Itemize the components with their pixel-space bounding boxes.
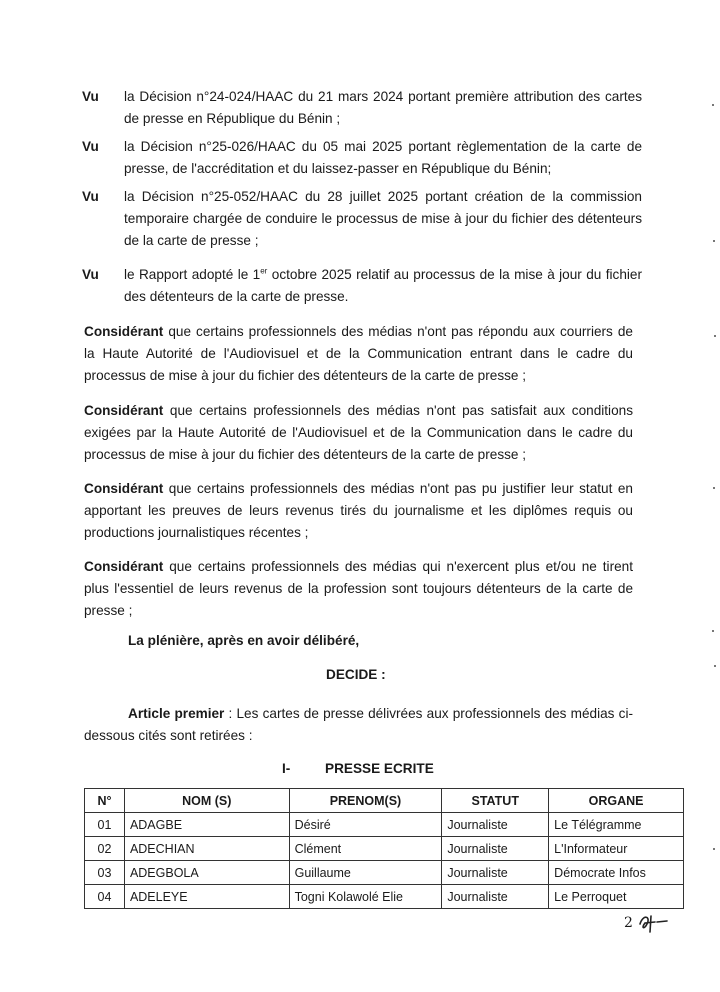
vu-label: Vu (82, 267, 99, 282)
considerant-label: Considérant (84, 403, 164, 418)
page-number (624, 912, 677, 934)
cell-nom: ADECHIAN (124, 837, 289, 861)
cell-prenom: Togni Kolawolé Elie (289, 885, 442, 909)
table-row (85, 813, 684, 837)
considerant-paragraph (84, 321, 633, 387)
scan-speck (714, 665, 716, 667)
table-row (85, 861, 684, 885)
scan-speck (712, 630, 714, 632)
vu-item (82, 136, 642, 180)
header-prenom: PRENOM(S) (289, 789, 442, 813)
header-nom: NOM (S) (124, 789, 289, 813)
page-number-digit: 2 (624, 915, 633, 931)
vu-text: la Décision n°25-026/HAAC du 05 mai 2025 portant règlementation de la carte de presse, de l'accréditation et du laissez-passer en République du Bénin; (124, 139, 642, 176)
vu-text: la Décision n°25-052/HAAC du 28 juillet 2025 portant création de la commission temporaire chargée de conduire le processus de mise à jour du fichier des détenteurs de la carte de presse ; (124, 189, 642, 248)
article-paragraph (84, 703, 633, 747)
vu-label: Vu (82, 139, 99, 154)
considerant-paragraph (84, 556, 633, 622)
decide-heading: DECIDE : (326, 667, 386, 682)
cell-statut: Journaliste (442, 837, 549, 861)
considerant-text: que certains professionnels des médias n'ont pas satisfait aux conditions exigées par la Haute Autorité de l'Audiovisuel et de la Communication dans le cadre du processus de mise à jour du fichier des détenteurs de la carte de presse ; (84, 403, 633, 462)
scan-speck (713, 487, 715, 489)
considerant-label: Considérant (84, 324, 164, 339)
section-number: I- (282, 761, 291, 776)
table-row (85, 885, 684, 909)
vu-text-part: octobre 2025 relatif au processus de la mise à jour du fichier des détenteurs de la carte de presse. (124, 267, 642, 304)
vu-text (124, 264, 642, 308)
cell-organe: Démocrate Infos (549, 861, 684, 885)
header-organe: ORGANE (549, 789, 684, 813)
cell-prenom: Désiré (289, 813, 442, 837)
vu-label: Vu (82, 89, 99, 104)
cell-organe: Le Perroquet (549, 885, 684, 909)
considerant-paragraph (84, 400, 633, 466)
vu-item (82, 264, 642, 308)
cell-statut: Journaliste (442, 861, 549, 885)
handwritten-initials-icon (637, 912, 677, 934)
considerant-paragraph (84, 478, 633, 544)
considerant-text: que certains professionnels des médias n'ont pas répondu aux courriers de la Haute Autorité de l'Audiovisuel et de la Communication entrant dans le cadre du processus de mise à jour du fichier des détenteurs de la carte de presse ; (84, 324, 633, 383)
vu-text-part: le Rapport adopté le 1 (124, 267, 261, 282)
vu-label: Vu (82, 189, 99, 204)
cell-prenom: Clément (289, 837, 442, 861)
cell-number: 01 (85, 813, 125, 837)
cell-nom: ADAGBE (124, 813, 289, 837)
cell-number: 03 (85, 861, 125, 885)
article-separator: : (224, 706, 237, 721)
superscript: er (260, 266, 268, 276)
cell-organe: Le Télégramme (549, 813, 684, 837)
vu-text: la Décision n°24-024/HAAC du 21 mars 2024 portant première attribution des cartes de presse en République du Bénin ; (124, 89, 642, 126)
cell-statut: Journaliste (442, 813, 549, 837)
considerant-text: que certains professionnels des médias n'ont pas pu justifier leur statut en apportant les preuves de leurs revenus tirés du journalisme et les diplômes requis ou productions journalistiques récentes ; (84, 481, 633, 540)
press-card-table (84, 788, 684, 909)
cell-nom: ADELEYE (124, 885, 289, 909)
considerant-label: Considérant (84, 481, 164, 496)
scan-speck (714, 335, 716, 337)
cell-number: 02 (85, 837, 125, 861)
header-number: N° (85, 789, 125, 813)
vu-item (82, 186, 642, 252)
article-text: Les cartes de presse délivrées aux professionnels des médias ci-dessous cités sont retirées : (84, 706, 634, 743)
table-row (85, 837, 684, 861)
cell-organe: L'Informateur (549, 837, 684, 861)
table-header-row (85, 789, 684, 813)
pleniere-line: La plénière, après en avoir délibéré, (128, 633, 360, 648)
scan-speck (712, 104, 714, 106)
scan-speck (713, 848, 715, 850)
article-label: Article premier (128, 706, 225, 721)
considerant-label: Considérant (84, 559, 164, 574)
cell-nom: ADEGBOLA (124, 861, 289, 885)
cell-statut: Journaliste (442, 885, 549, 909)
cell-prenom: Guillaume (289, 861, 442, 885)
section-title: PRESSE ECRITE (325, 761, 434, 776)
vu-item (82, 86, 642, 130)
scan-speck (713, 240, 715, 242)
header-statut: STATUT (442, 789, 549, 813)
cell-number: 04 (85, 885, 125, 909)
considerant-text: que certains professionnels des médias qui n'exercent plus et/ou ne tirent plus l'essentiel de leurs revenus de la profession sont toujours détenteurs de la carte de presse ; (84, 559, 633, 618)
